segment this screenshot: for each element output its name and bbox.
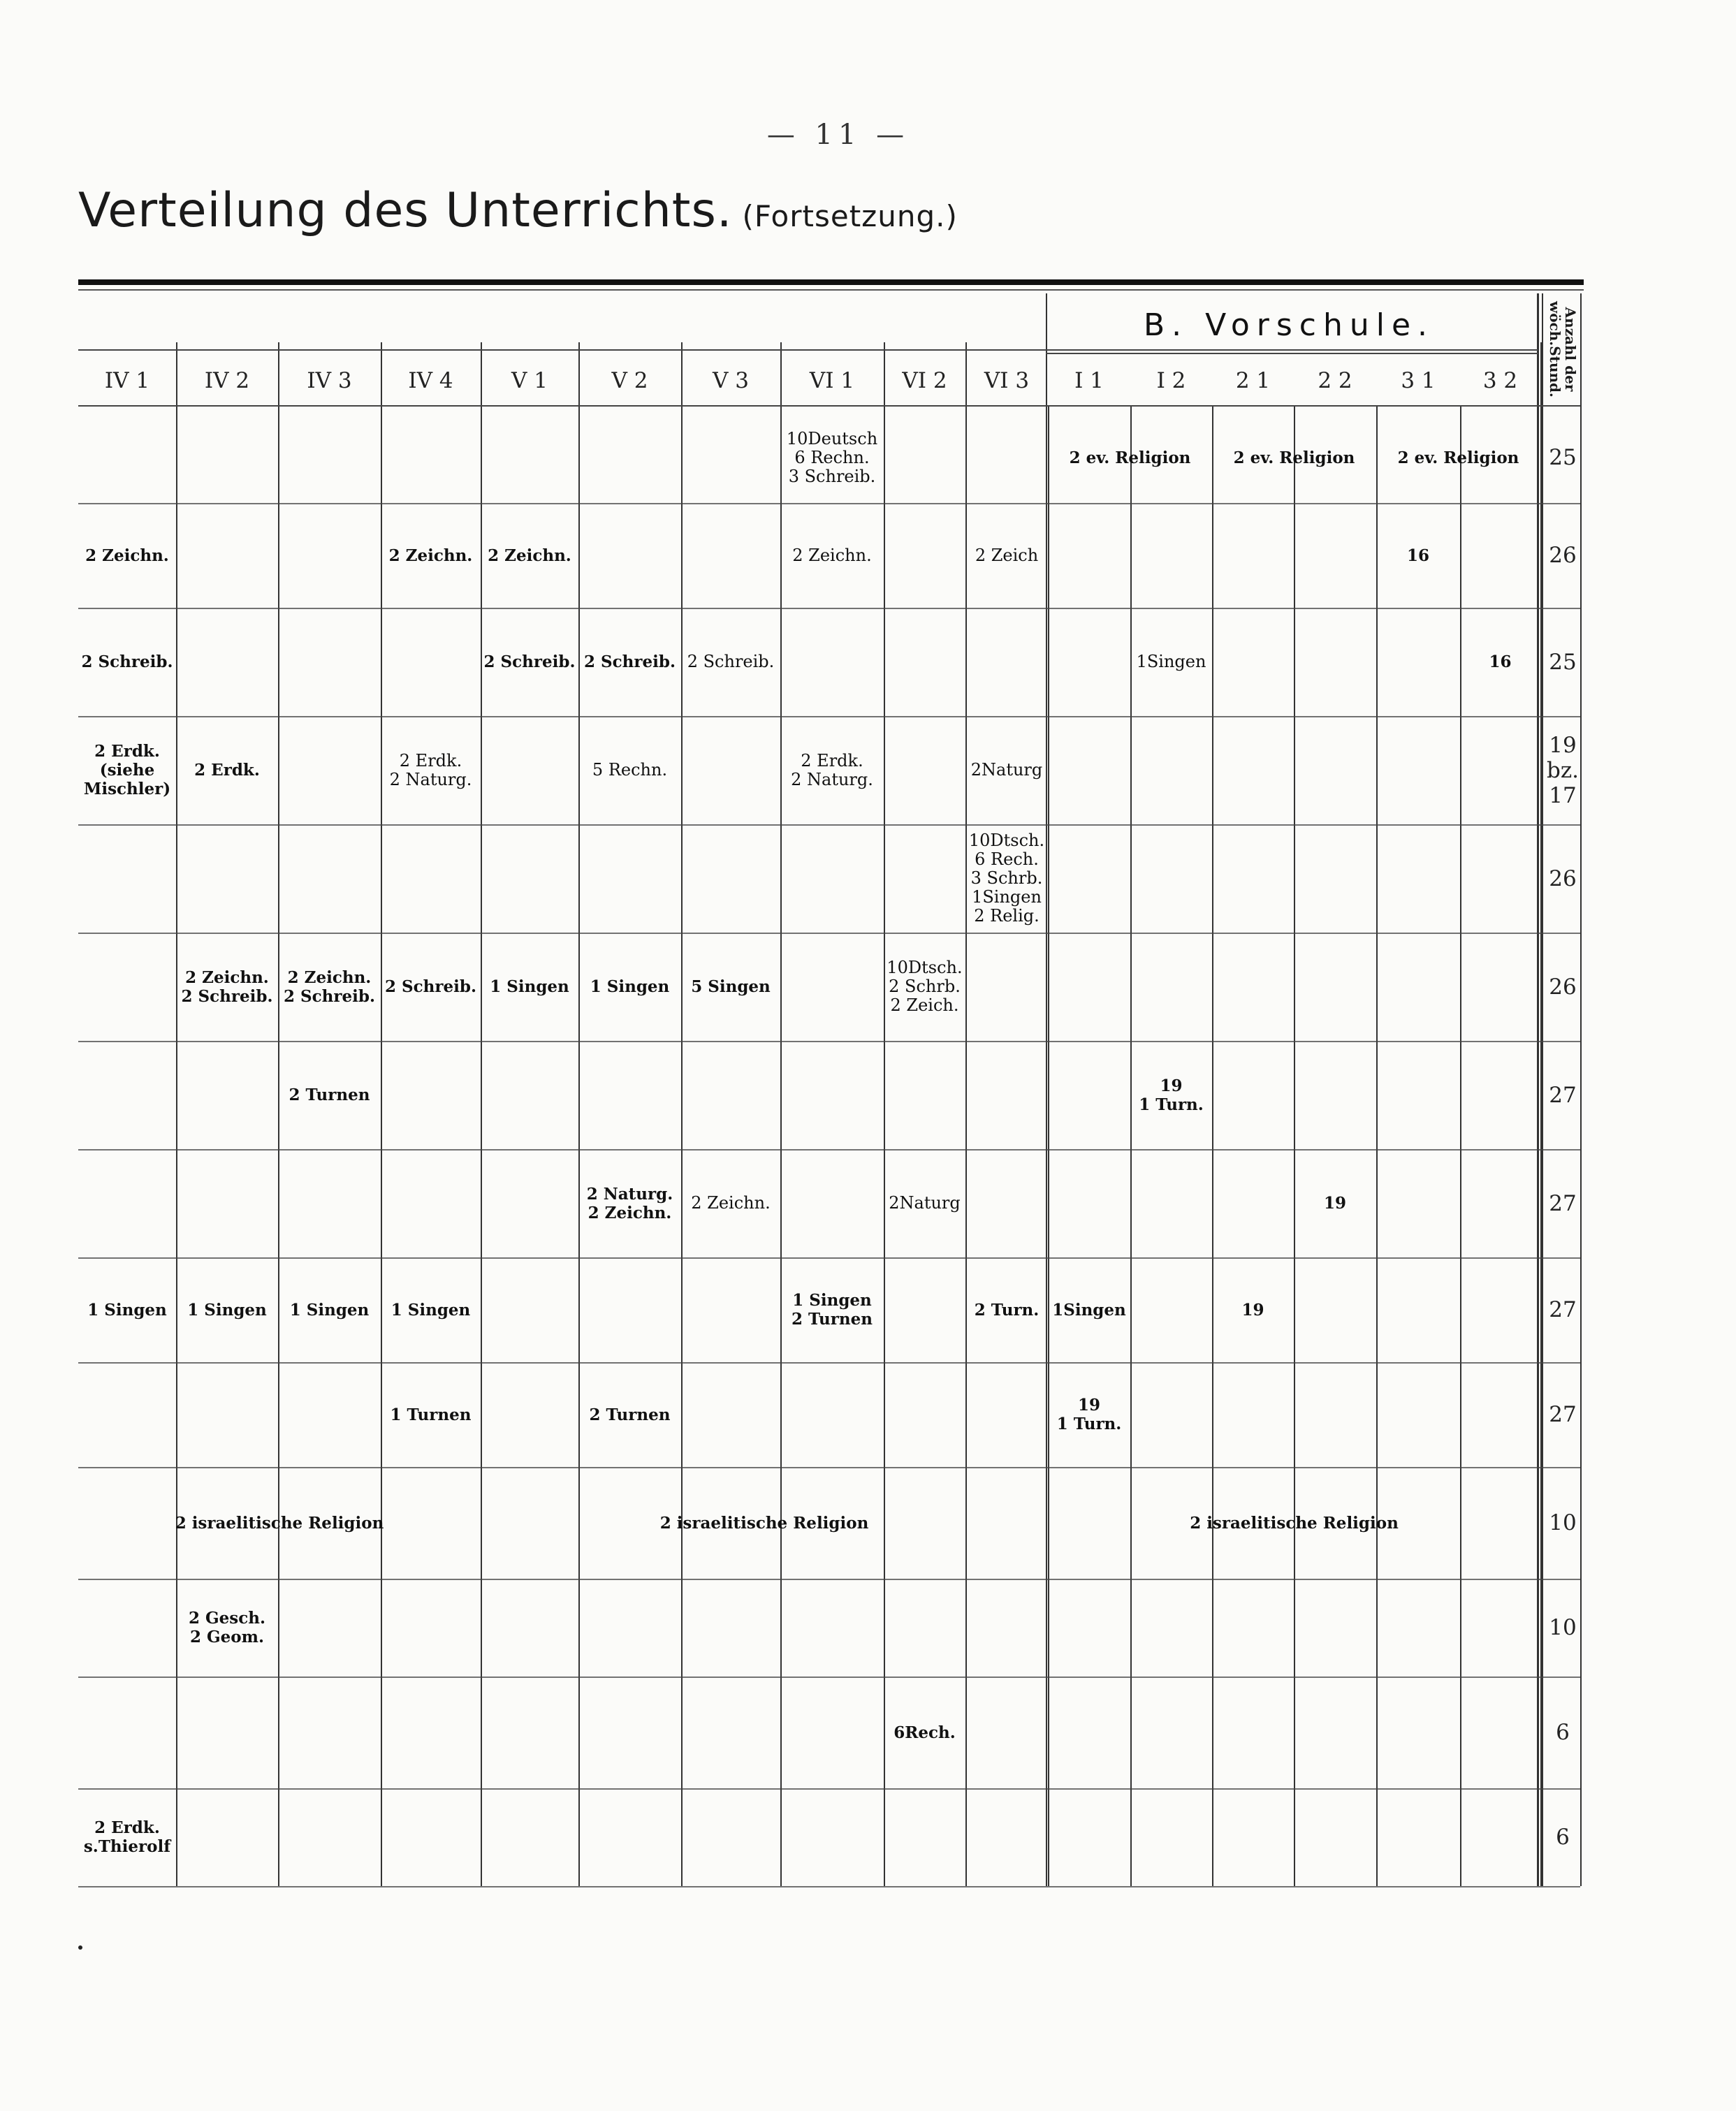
table-cell: 19 1 Turn. bbox=[1056, 1396, 1122, 1433]
column-header: 3 1 bbox=[1401, 368, 1436, 393]
row-divider bbox=[78, 1886, 1580, 1887]
table-cell: 19 bbox=[1323, 1194, 1346, 1213]
table-cell: 2 Erdk. (siehe Mischler) bbox=[83, 742, 171, 798]
weekly-hours-total: 19 bz. 17 bbox=[1546, 732, 1580, 808]
table-cell: 10Deutsch 6 Rechn. 3 Schreib. bbox=[786, 428, 878, 486]
table-cell: 2 Turnen bbox=[289, 1086, 370, 1104]
column-header: 2 2 bbox=[1318, 368, 1352, 393]
table-cell: 2 Naturg. 2 Zeichn. bbox=[586, 1184, 673, 1222]
column-header: IV 3 bbox=[307, 368, 352, 393]
column-header: V 2 bbox=[611, 368, 648, 393]
table-cell: 2 Schreib. bbox=[385, 977, 476, 996]
table-cell: 19 bbox=[1241, 1300, 1264, 1320]
row-divider bbox=[78, 1788, 1580, 1790]
count-divider-inner bbox=[1542, 293, 1543, 1886]
table-cell: 10Dtsch. 6 Rech. 3 Schrb. 1Singen 2 Relig. bbox=[968, 831, 1045, 926]
table-cell: 1 Singen bbox=[187, 1300, 267, 1320]
table-cell: 2 Schreib. bbox=[687, 652, 775, 671]
table-cell: 2 israelitische Religion bbox=[1190, 1513, 1399, 1533]
table-cell: 2 Turn. bbox=[974, 1300, 1040, 1320]
count-header-label: Anzahl der wöch.Stund. bbox=[1547, 301, 1580, 397]
table-cell: 2 Zeichn. bbox=[388, 546, 473, 565]
table-cell: 2 Erdk. 2 Naturg. bbox=[389, 750, 472, 789]
table-cell: 2 Erdk. s.Thierolf bbox=[83, 1818, 171, 1856]
column-header: I 2 bbox=[1156, 368, 1186, 393]
column-header: 2 1 bbox=[1235, 368, 1271, 393]
column-header: 3 2 bbox=[1482, 368, 1518, 393]
stray-dot bbox=[78, 1945, 82, 1950]
row-divider bbox=[78, 1579, 1580, 1580]
table-cell: 2 Erdk. 2 Naturg. bbox=[791, 750, 873, 789]
table-cell: 2 Schreib. bbox=[81, 652, 173, 671]
table-cell: 2 Zeichn. bbox=[85, 546, 169, 565]
header-bottom-rule bbox=[78, 405, 1580, 407]
column-divider bbox=[578, 342, 580, 1886]
top-rule-thick bbox=[78, 279, 1584, 285]
table-cell: 1 Singen bbox=[590, 977, 670, 996]
column-header: IV 1 bbox=[104, 368, 150, 393]
column-header: V 3 bbox=[713, 368, 749, 393]
count-divider bbox=[1537, 293, 1539, 1886]
column-header: IV 2 bbox=[204, 368, 250, 393]
table-cell: 2 Erdk. bbox=[194, 761, 260, 780]
table-cell: 1 Singen 2 Turnen bbox=[792, 1291, 873, 1329]
table-cell: 2 Gesch. 2 Geom. bbox=[189, 1609, 265, 1646]
header-top-rule bbox=[78, 349, 1538, 351]
weekly-hours-total: 27 bbox=[1549, 1190, 1577, 1216]
table-cell: 2 Zeichn. bbox=[488, 546, 571, 565]
weekly-hours-total: 26 bbox=[1549, 865, 1577, 891]
column-header: I 1 bbox=[1074, 368, 1104, 393]
table-cell: 1 Singen bbox=[490, 977, 569, 996]
table-cell: 2 Zeichn. 2 Schreib. bbox=[181, 967, 273, 1006]
table-cell: 2 Turnen bbox=[589, 1405, 671, 1424]
table-cell: 2 ev. Religion bbox=[1397, 448, 1519, 467]
column-header: VI 2 bbox=[902, 368, 947, 393]
table-cell: 1 Singen bbox=[289, 1300, 370, 1320]
row-divider bbox=[78, 608, 1580, 609]
column-divider bbox=[1048, 405, 1049, 1886]
weekly-hours-total: 26 bbox=[1549, 974, 1577, 1000]
table-cell: 16 bbox=[1489, 652, 1512, 671]
weekly-hours-total: 10 bbox=[1549, 1510, 1577, 1535]
table-cell: 1 Singen bbox=[391, 1300, 471, 1320]
column-divider bbox=[884, 342, 885, 1886]
column-header: IV 4 bbox=[408, 368, 453, 393]
column-header: VI 1 bbox=[809, 368, 855, 393]
weekly-hours-total: 25 bbox=[1549, 649, 1577, 675]
table-cell: 2 Zeichn. 2 Schreib. bbox=[284, 967, 375, 1006]
column-divider bbox=[1212, 405, 1213, 1886]
table-cell: 2 ev. Religion bbox=[1233, 448, 1355, 467]
weekly-hours-total: 27 bbox=[1549, 1297, 1577, 1322]
row-divider bbox=[78, 1362, 1580, 1364]
table-cell: 1Singen bbox=[1052, 1300, 1126, 1320]
table-cell: 2 Zeich bbox=[975, 545, 1039, 565]
row-divider bbox=[78, 1677, 1580, 1678]
section-rule bbox=[1046, 353, 1538, 354]
table-cell: 10Dtsch. 2 Schrb. 2 Zeich. bbox=[887, 958, 963, 1015]
table-cell: 2 israelitische Religion bbox=[175, 1513, 384, 1533]
page-title bbox=[78, 183, 958, 238]
weekly-hours-total: 27 bbox=[1549, 1402, 1577, 1427]
weekly-hours-total: 26 bbox=[1549, 543, 1577, 568]
table-cell: 2 Zeichn. bbox=[691, 1193, 771, 1213]
table-cell: 2 israelitische Religion bbox=[659, 1513, 869, 1533]
column-header: VI 3 bbox=[984, 368, 1030, 393]
table-cell: 2 Schreib. bbox=[584, 652, 676, 671]
table-cell: 2Naturg bbox=[889, 1193, 961, 1213]
title-text: Verteilung des Unterrichts. bbox=[78, 183, 733, 238]
row-divider bbox=[78, 824, 1580, 826]
table-cell: 19 1 Turn. bbox=[1139, 1076, 1204, 1114]
weekly-hours-total: 6 bbox=[1556, 1720, 1570, 1745]
table-cell: 5 Rechn. bbox=[592, 760, 668, 780]
weekly-hours-total: 25 bbox=[1549, 445, 1577, 470]
count-header bbox=[1544, 293, 1582, 405]
page-number: — 11 — bbox=[766, 119, 910, 151]
column-header: V 1 bbox=[511, 368, 548, 393]
weekly-hours-total: 27 bbox=[1549, 1082, 1577, 1108]
table-cell: 2 Zeichn. bbox=[792, 545, 872, 565]
table-cell: 6Rech. bbox=[893, 1723, 956, 1742]
table-cell: 5 Singen bbox=[691, 977, 771, 996]
column-divider bbox=[681, 342, 683, 1886]
table-cell: 2Naturg bbox=[970, 760, 1043, 780]
section-label: B. Vorschule. bbox=[1143, 307, 1435, 343]
column-divider bbox=[1376, 405, 1378, 1886]
table-cell: 1 Singen bbox=[87, 1300, 167, 1320]
weekly-hours-total: 10 bbox=[1549, 1615, 1577, 1640]
table-cell: 1 Turnen bbox=[390, 1405, 472, 1424]
title-subtitle: (Fortsetzung.) bbox=[742, 199, 958, 233]
column-divider bbox=[1294, 405, 1295, 1886]
table-cell: 2 Schreib. bbox=[483, 652, 576, 671]
weekly-hours-total: 6 bbox=[1556, 1825, 1570, 1850]
table-cell: 1Singen bbox=[1136, 652, 1206, 671]
table-cell: 2 ev. Religion bbox=[1069, 448, 1191, 467]
table-cell: 16 bbox=[1406, 546, 1429, 565]
top-rule-thin bbox=[78, 289, 1584, 291]
